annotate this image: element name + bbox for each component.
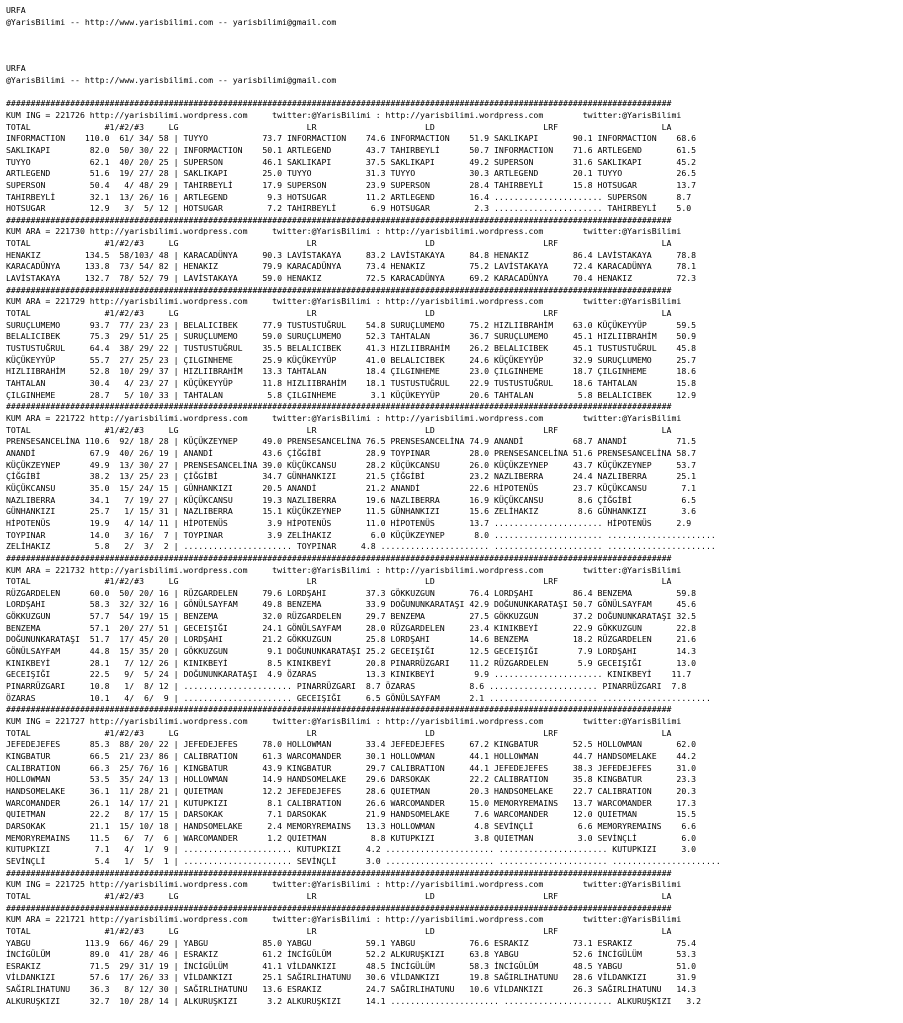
text-line: KÜÇÜKEYYÜP 55.7 27/ 25/ 23 | ÇILGINHEME 25.9 KÜÇÜKEYYÜP 41.0 BELALICIBEK 24.6 KÜÇÜKEYYÜP 32.9 SURUÇLUMEMO 25.7: [6, 354, 697, 365]
text-line: #######################################################################################################################################: [6, 902, 672, 913]
text-line: KUM ING = 221726 http://yarisbilimi.wordpress.com twitter:@YarisBilimi : http://yarisbilimi.wordpress.com twitter:@YarisBilimi: [6, 109, 682, 120]
text-line: LAVİSTAKAYA 132.7 78/ 52/ 79 | LAVİSTAKAYA 59.0 HENAKIZ 72.5 KARACADÜNYA 69.2 KARACADÜNYA 70.4 HENAKIZ 72.3: [6, 273, 697, 284]
text-line: CALIBRATION 66.3 25/ 76/ 16 | KINGBATUR 43.9 KINGBATUR 29.7 CALIBRATION 44.1 JEFEDEJEFES 38.3 JEFEDEJEFES 31.0: [6, 762, 697, 773]
text-line: @YarisBilimi -- http://www.yarisbilimi.com -- yarisbilimi@gmail.com: [6, 16, 337, 27]
text-line: TOTAL #1/#2/#3 LG LR LD LRF LA: [6, 308, 672, 319]
text-line: TOTAL #1/#2/#3 LG LR LD LRF LA: [6, 727, 672, 738]
text-line: SEVİNÇLİ 5.4 1/ 5/ 1 | ...................... SEVİNÇLİ 3.0 ...................... ...................... ......................: [6, 855, 721, 866]
text-line: KUM ING = 221727 http://yarisbilimi.wordpress.com twitter:@YarisBilimi : http://yarisbilimi.wordpress.com twitter:@YarisBilimi: [6, 716, 682, 727]
text-line: ANANDİ 67.9 40/ 26/ 19 | ANANDİ 43.6 ÇİĞGİBİ 28.9 TOYPINAR 28.0 PRENSESANCELİNA 51.6 PRENSESANCELİNA 58.7: [6, 447, 697, 458]
text-line: HENAKIZ 134.5 58/103/ 48 | KARACADÜNYA 90.3 LAVİSTAKAYA 83.2 LAVİSTAKAYA 84.8 HENAKIZ 86.4 LAVİSTAKAYA 78.8: [6, 249, 697, 260]
text-line: DARSOKAK 21.1 15/ 10/ 18 | HANDSOMELAKE 2.4 MEMORYREMAINS 13.3 HOLLOWMAN 4.8 SEVİNÇLİ 6.6 MEMORYREMAINS 6.6: [6, 820, 697, 831]
text-line: NAZLIBERRA 34.1 7/ 19/ 27 | KÜÇÜKCANSU 19.3 NAZLIBERRA 19.6 NAZLIBERRA 16.9 KÜÇÜKCANSU 8.6 ÇİĞGİBİ 6.5: [6, 494, 697, 505]
text-line: TOTAL #1/#2/#3 LG LR LD LRF LA: [6, 424, 672, 435]
text-line: HIZLIIBRAHİM 52.8 10/ 29/ 37 | HIZLIIBRAHİM 13.3 TAHTALAN 18.4 ÇILGINHEME 23.0 ÇILGINHEME 18.7 ÇILGINHEME 18.6: [6, 366, 697, 377]
text-line: TOTAL #1/#2/#3 LG LR LD LRF LA: [6, 576, 672, 587]
text-line: HOTSUGAR 12.9 3/ 5/ 12 | HOTSUGAR 7.2 TAHIRBEYLİ 6.9 HOTSUGAR 2.3 ...................... TAHIRBEYLİ 5.0: [6, 203, 692, 214]
text-line: ÖZARAS 10.1 4/ 6/ 9 | ...................... GECEIŞIĞI 6.5 GÖNÜLSAYFAM 2.1 ...................... ......................: [6, 692, 711, 703]
text-line: KARACADÜNYA 133.8 73/ 54/ 82 | HENAKIZ 79.9 KARACADÜNYA 73.4 HENAKIZ 75.2 LAVİSTAKAYA 72.4 KARACADÜNYA 78.1: [6, 261, 697, 272]
text-line: #######################################################################################################################################: [6, 284, 672, 295]
text-line: [6, 28, 903, 40]
text-line: TOTAL #1/#2/#3 LG LR LD LRF LA: [6, 925, 672, 936]
text-line: JEFEDEJEFES 85.3 88/ 20/ 22 | JEFEDEJEFES 78.0 HOLLOWMAN 33.4 JEFEDEJEFES 67.2 KINGBATUR 52.5 HOLLOWMAN 62.0: [6, 739, 697, 750]
text-line: DOĞUNUNKARATAŞI 51.7 17/ 45/ 20 | LORDŞAHI 21.2 GÖKKUZGUN 25.8 LORDŞAHI 14.6 BENZEMA 18.2 RÜZGARDELEN 21.6: [6, 634, 697, 645]
text-line: INFORMACTION 110.0 61/ 34/ 58 | TUYYO 73.7 INFORMACTION 74.6 INFORMACTION 51.9 SAKLIKAPI 90.1 INFORMACTION 68.6: [6, 133, 697, 144]
text-line: TAHTALAN 30.4 4/ 23/ 27 | KÜÇÜKEYYÜP 11.8 HIZLIIBRAHİM 18.1 TUSTUSTUĞRUL 22.9 TUSTUSTUĞRUL 18.6 TAHTALAN 15.8: [6, 378, 697, 388]
text-line: ZELİHAKIZ 5.8 2/ 3/ 2 | ...................... TOYPINAR 4.8 ...................... ...................... ......................: [6, 541, 716, 552]
text-line: KUM ARA = 221730 http://yarisbilimi.wordpress.com twitter:@YarisBilimi : http://yarisbilimi.wordpress.com twitter:@YarisBilimi: [6, 226, 682, 237]
text-line: KUTUPKIZI 7.1 4/ 1/ 9 | ...................... KUTUPKIZI 4.2 ...................... ...................... KUTUPKIZI 3.0: [6, 844, 697, 855]
text-line: ARTLEGEND 51.6 19/ 27/ 28 | SAKLIKAPI 25.0 TUYYO 31.3 TUYYO 30.3 ARTLEGEND 20.1 TUYYO 26.5: [6, 168, 697, 179]
text-line: KÜÇÜKZEYNEP 49.9 13/ 30/ 27 | PRENSESANCELİNA 39.0 KÜÇÜKCANSU 28.2 KÜÇÜKCANSU 26.0 KÜÇÜKZEYNEP 43.7 KÜÇÜKZEYNEP 53.7: [6, 459, 697, 470]
text-line: KUM ARA = 221721 http://yarisbilimi.wordpress.com twitter:@YarisBilimi : http://yarisbilimi.wordpress.com twitter:@YarisBilimi: [6, 914, 682, 925]
text-line: WARCOMANDER 26.1 14/ 17/ 21 | KUTUPKIZI 8.1 CALIBRATION 26.6 WARCOMANDER 15.0 MEMORYREMAINS 13.7 WARCOMANDER 17.3: [6, 797, 697, 808]
text-line: TAHIRBEYLİ 32.1 13/ 26/ 16 | ARTLEGEND 9.3 HOTSUGAR 11.2 ARTLEGEND 16.4 ...................... SUPERSON 8.7: [6, 191, 692, 202]
text-line: LORDŞAHI 58.3 32/ 32/ 16 | GÖNÜLSAYFAM 49.8 BENZEMA 33.9 DOĞUNUNKARATAŞI 42.9 DOĞUNUNKARATAŞI 50.7 GÖNÜLSAYFAM 45.6: [6, 599, 697, 610]
text-line: [6, 52, 903, 64]
text-line: ALKURUŞKIZI 32.7 10/ 28/ 14 | ALKURUŞKIZI 3.2 ALKURUŞKIZI 14.1 ...................... ...................... ALKURUŞKIZI 3.2: [6, 995, 702, 1006]
text-line: TOTAL #1/#2/#3 LG LR LD LRF LA: [6, 121, 672, 132]
text-line: #######################################################################################################################################: [6, 552, 672, 563]
text-line: VİLDANKIZI 57.6 17/ 26/ 33 | VİLDANKIZI 25.1 SAĞIRLIHATUNU 30.6 VİLDANKIZI 19.8 SAĞIRLIHATUNU 28.6 VİLDANKIZI 31.9: [6, 972, 697, 983]
text-line: TUSTUSTUĞRUL 64.4 38/ 29/ 22 | TUSTUSTUĞRUL 35.5 BELALICIBEK 41.3 HIZLIIBRAHİM 26.2 BELALICIBEK 45.1 TUSTUSTUĞRUL 45.8: [6, 343, 697, 354]
text-line: #######################################################################################################################################: [6, 704, 672, 715]
text-line: GÖKKUZGUN 57.7 54/ 19/ 15 | BENZEMA 32.0 RÜZGARDELEN 29.7 BENZEMA 27.5 GÖKKUZGUN 37.2 DOĞUNUNKARATAŞI 32.5: [6, 611, 697, 622]
text-line: HANDSOMELAKE 36.1 11/ 28/ 21 | QUIETMAN 12.2 JEFEDEJEFES 28.6 QUIETMAN 20.3 HANDSOMELAKE 22.7 CALIBRATION 20.3: [6, 785, 697, 796]
text-line: URFA: [6, 5, 26, 15]
text-line: KUM ARA = 221729 http://yarisbilimi.wordpress.com twitter:@YarisBilimi : http://yarisbilimi.wordpress.com twitter:@YarisBilimi: [6, 296, 682, 307]
text-line: QUIETMAN 22.2 8/ 17/ 15 | DARSOKAK 7.1 DARSOKAK 21.9 HANDSOMELAKE 7.6 WARCOMANDER 12.0 QUIETMAN 15.5: [6, 809, 697, 820]
text-line: KUM ING = 221725 http://yarisbilimi.wordpress.com twitter:@YarisBilimi : http://yarisbilimi.wordpress.com twitter:@YarisBilimi: [6, 879, 682, 890]
text-line: SUPERSON 50.4 4/ 48/ 29 | TAHIRBEYLİ 17.9 SUPERSON 23.9 SUPERSON 28.4 TAHIRBEYLİ 15.8 HOTSUGAR 13.7: [6, 179, 697, 190]
text-line: İNCİGÜLÜM 89.0 41/ 28/ 46 | ESRAKIZ 61.2 İNCİGÜLÜM 52.2 ALKURUŞKIZI 63.8 YABGU 52.6 İNCİGÜLÜM 53.3: [6, 949, 697, 960]
text-line: #######################################################################################################################################: [6, 867, 672, 878]
text-line: ÇİĞGİBİ 38.2 13/ 25/ 23 | ÇİĞGİBİ 34.7 GÜNHANKIZI 21.5 ÇİĞGİBİ 23.2 NAZLIBERRA 24.4 NAZLIBERRA 25.1: [6, 471, 697, 482]
text-line: TOTAL #1/#2/#3 LG LR LD LRF LA: [6, 890, 672, 901]
text-line: KUM ARA = 221722 http://yarisbilimi.wordpress.com twitter:@YarisBilimi : http://yarisbilimi.wordpress.com twitter:@YarisBilimi: [6, 412, 682, 423]
text-line: TUYYO 62.1 40/ 20/ 25 | SUPERSON 46.1 SAKLIKAPI 37.5 SAKLIKAPI 49.2 SUPERSON 31.6 SAKLIKAPI 45.2: [6, 156, 697, 167]
text-line: SURUÇLUMEMO 93.7 77/ 23/ 23 | BELALICIBEK 77.9 TUSTUSTUĞRUL 54.8 SURUÇLUMEMO 75.2 HIZLIIBRAHİM 63.0 KÜÇÜKEYYÜP 59.5: [6, 319, 697, 330]
text-line: HOLLOWMAN 53.5 35/ 24/ 13 | HOLLOWMAN 14.9 HANDSOMELAKE 29.6 DARSOKAK 22.2 CALIBRATION 35.8 KINGBATUR 23.3: [6, 774, 697, 785]
text-line: YABGU 113.9 66/ 46/ 29 | YABGU 85.0 YABGU 59.1 YABGU 76.6 ESRAKIZ 73.1 ESRAKIZ 75.4: [6, 937, 697, 948]
text-line: PRENSESANCELİNA 110.6 92/ 18/ 28 | KÜÇÜKZEYNEP 49.0 PRENSESANCELİNA 76.5 PRENSESANCELİNA 74.9 ANANDİ 68.7 ANANDİ 71.5: [6, 436, 697, 447]
text-line: #######################################################################################################################################: [6, 214, 672, 225]
text-line: URFA: [6, 63, 26, 74]
text-line: [6, 40, 903, 52]
text-line: [6, 87, 903, 99]
text-line: KUM ARA = 221732 http://yarisbilimi.wordpress.com twitter:@YarisBilimi : http://yarisbilimi.wordpress.com twitter:@YarisBilimi: [6, 564, 682, 575]
text-line: GÜNHANKIZI 25.7 1/ 15/ 31 | NAZLIBERRA 15.1 KÜÇÜKZEYNEP 11.5 GÜNHANKIZI 15.6 ZELİHAKIZ 8.6 GÜNHANKIZI 3.6: [6, 506, 697, 517]
text-line: BENZEMA 57.1 20/ 27/ 51 | GECEIŞIĞI 24.1 GÖNÜLSAYFAM 28.0 RÜZGARDELEN 23.4 KINIKBEYİ 22.9 GÖKKUZGUN 22.8: [6, 622, 697, 633]
text-line: ESRAKIZ 71.5 29/ 31/ 19 | İNCİGÜLÜM 41.1 VİLDANKIZI 48.5 İNCİGÜLÜM 58.3 İNCİGÜLÜM 48.5 YABGU 51.0: [6, 960, 697, 971]
text-line: HİPOTENÜS 19.9 4/ 14/ 11 | HİPOTENÜS 3.9 HİPOTENÜS 11.0 HİPOTENÜS 13.7 ...................... HİPOTENÜS 2.9: [6, 517, 692, 528]
text-line: #######################################################################################################################################: [6, 98, 672, 109]
text-line: @YarisBilimi -- http://www.yarisbilimi.com -- yarisbilimi@gmail.com: [6, 74, 337, 85]
text-line: #######################################################################################################################################: [6, 401, 672, 412]
text-line: ÇILGINHEME 28.7 5/ 10/ 33 | TAHTALAN 5.8 ÇILGINHEME 3.1 KÜÇÜKEYYÜP 20.6 TAHTALAN 5.8 BELALICIBEK 12.9: [6, 389, 697, 400]
text-line: TOYPINAR 14.0 3/ 16/ 7 | TOYPINAR 3.9 ZELİHAKIZ 6.0 KÜÇÜKZEYNEP 8.0 ...................... ......................: [6, 529, 716, 540]
text-line: MEMORYREMAINS 11.5 6/ 7/ 6 | WARCOMANDER 1.2 QUIETMAN 8.8 KUTUPKIZI 3.8 QUIETMAN 3.0 SEVİNÇLİ 6.0: [6, 832, 697, 843]
text-line: GÖNÜLSAYFAM 44.8 15/ 35/ 20 | GÖKKUZGUN 9.1 DOĞUNUNKARATAŞI 25.2 GECEIŞIĞI 12.5 GECEIŞIĞI 7.9 LORDŞAHI 14.3: [6, 646, 697, 657]
text-line: KÜÇÜKCANSU 35.0 15/ 24/ 15 | GÜNHANKIZI 20.5 ANANDİ 21.2 ANANDİ 22.6 HİPOTENÜS 23.7 KÜÇÜKCANSU 7.1: [6, 482, 697, 493]
text-line: KINGBATUR 66.5 21/ 23/ 86 | CALIBRATION 61.3 WARCOMANDER 30.1 HOLLOWMAN 44.1 HOLLOWMAN 44.7 HANDSOMELAKE 44.2: [6, 751, 697, 761]
text-line: KINIKBEYİ 28.1 7/ 12/ 26 | KINIKBEYİ 8.5 KINIKBEYİ 20.8 PINARRÜZGARI 11.2 RÜZGARDELEN 5.9 GECEIŞIĞI 13.0: [6, 657, 697, 668]
text-line: PINARRÜZGARI 10.8 1/ 8/ 12 | ...................... PINARRÜZGARI 8.7 ÖZARAS 8.6 ...................... PINARRÜZGARI 7.8: [6, 681, 687, 692]
text-line: SAKLIKAPI 82.0 50/ 30/ 22 | INFORMACTION 50.1 ARTLEGEND 43.7 TAHIRBEYLİ 50.7 INFORMACTION 71.6 ARTLEGEND 61.5: [6, 144, 697, 155]
text-line: RÜZGARDELEN 60.0 50/ 20/ 16 | RÜZGARDELEN 79.6 LORDŞAHI 37.3 GÖKKUZGUN 76.4 LORDŞAHI 86.4 BENZEMA 59.8: [6, 587, 697, 598]
text-line: TOTAL #1/#2/#3 LG LR LD LRF LA: [6, 238, 672, 249]
text-line: BELALICIBEK 75.3 29/ 51/ 25 | SURUÇLUMEMO 59.0 SURUÇLUMEMO 52.3 TAHTALAN 36.7 SURUÇLUMEMO 45.1 HIZLIIBRAHİM 50.9: [6, 331, 697, 342]
text-line: SAĞIRLIHATUNU 36.3 8/ 12/ 30 | SAĞIRLIHATUNU 13.6 ESRAKIZ 24.7 SAĞIRLIHATUNU 10.6 VİLDANKIZI 26.3 SAĞIRLIHATUNU 14.3: [6, 984, 697, 995]
text-line: GECEIŞIĞI 22.5 9/ 5/ 24 | DOĞUNUNKARATAŞI 4.9 ÖZARAS 13.3 KINIKBEYİ 9.9 ...................... KINIKBEYİ 11.7: [6, 669, 692, 680]
